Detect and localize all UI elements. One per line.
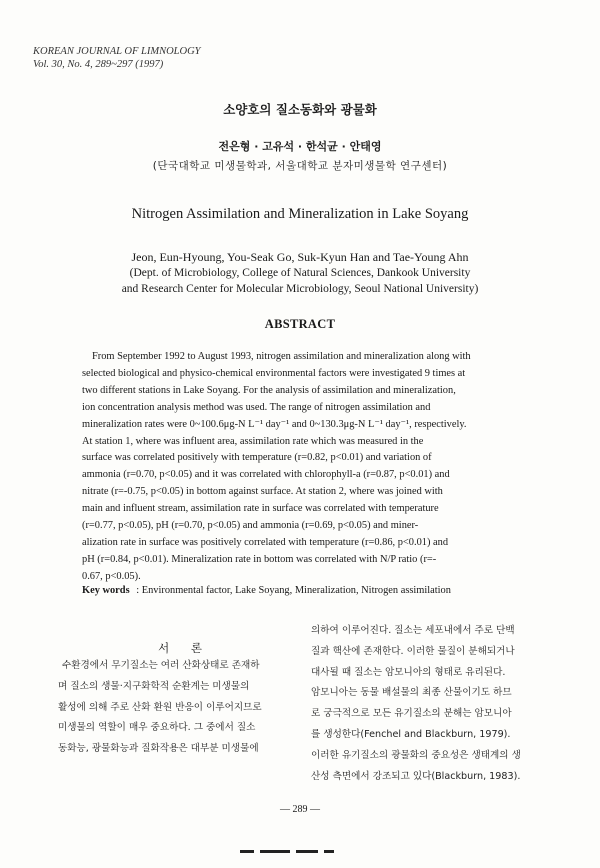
body-line: 며 질소의 생물·지구화학적 순환계는 미생물의 [58, 680, 250, 692]
keywords-separator: : [136, 585, 140, 596]
english-affiliation [0, 265, 600, 297]
abstract-line: two different stations in Lake Soyang. For the analysis of assimilation and mineralization, [82, 384, 456, 396]
affiliation-line: and Research Center for Molecular Microbiology, Seoul National University) [121, 283, 479, 295]
scan-mark [324, 850, 334, 853]
body-line: 를 생성한다(Fenchel and Blackburn, 1979). [311, 728, 511, 740]
abstract-line: selected biological and physico-chemical environmental factors were investigated 9 times at [82, 367, 466, 379]
scan-mark [296, 850, 318, 853]
scan-mark [240, 850, 254, 853]
journal-volume: Vol. 30, No. 4, 289~297 (1997) [33, 59, 164, 70]
abstract-line: surface was correlated positively with temperature (r=0.82, p<0.01) and variation of [82, 452, 432, 464]
english-authors: Jeon, Eun-Hyoung, You-Seak Go, Suk-Kyun Han and Tae-Young Ahn [131, 250, 469, 264]
body-line: 동화능, 광물화능과 질화작용은 대부분 미생물에 [58, 743, 259, 755]
abstract-line: pH (r=0.84, p<0.01). Mineralization rate in bottom was correlated with N/P ratio (r=- [82, 553, 437, 565]
abstract-line: mineralization rates were 0~100.6μg-N L⁻¹ day⁻¹ and 0~130.3μg-N L⁻¹ day⁻¹, respectively. [82, 418, 467, 430]
abstract-line: ion concentration analysis method was used. The range of nitrogen assimilation and [82, 401, 431, 413]
keywords-text: Environmental factor, Lake Soyang, Mineralization, Nitrogen assimilation [141, 585, 451, 596]
keywords [82, 585, 542, 596]
korean-authors: 전은형 · 고유석 · 한석균 · 안태영 [218, 140, 382, 153]
english-title: Nitrogen Assimilation and Mineralization in Lake Soyang [131, 206, 469, 222]
journal-name: KOREAN JOURNAL OF LIMNOLOGY [33, 46, 201, 57]
abstract-body [82, 349, 518, 586]
body-column-right [311, 621, 559, 787]
body-line: 의하여 이루어진다. 질소는 세포내에서 주로 단백 [311, 625, 515, 636]
scan-mark [260, 850, 290, 853]
keywords-label: Key words [82, 585, 130, 596]
body-line: 질과 핵산에 존재한다. 이러한 물질이 분해되거나 [311, 645, 515, 657]
journal-header [33, 45, 201, 71]
abstract-line: At station 1, where was influent area, assimilation rate which was measured in the [82, 435, 424, 447]
body-column-left [58, 656, 306, 760]
body-line: 산성 측면에서 강조되고 있다(Blackburn, 1983). [311, 770, 521, 782]
abstract-line: (r=0.77, p<0.05), pH (r=0.70, p<0.05) and ammonia (r=0.69, p<0.05) and miner- [82, 520, 419, 532]
scan-edge-marks [240, 850, 360, 855]
body-line: 미생물의 역할이 매우 중요하다. 그 중에서 질소 [58, 722, 256, 734]
abstract-heading: ABSTRACT [264, 317, 336, 331]
body-line: 암모니아는 동물 배설물의 최종 산물이기도 하므 [311, 687, 512, 699]
page-number: — 289 — [280, 804, 320, 815]
body-line: 활성에 의해 주로 산화 환원 반응이 이루어지므로 [58, 701, 262, 713]
abstract-line: From September 1992 to August 1993, nitrogen assimilation and mineralization along with [92, 351, 471, 362]
korean-affiliation: (단국대학교 미생물학과, 서울대학교 분자미생물학 연구센터) [152, 160, 448, 172]
body-line: 대사될 때 질소는 암모니아의 형태로 유리된다. [311, 666, 506, 678]
abstract-line: alization rate in surface was positively correlated with temperature (r=0.86, p<0.01) and [82, 536, 449, 548]
korean-title: 소양호의 질소동화와 광물화 [223, 102, 377, 117]
abstract-line: ammonia (r=0.70, p<0.05) and it was correlated with chlorophyll-a (r=0.87, p<0.01) and [82, 469, 450, 481]
section-heading-introduction: 서 론 [158, 641, 202, 655]
body-line: 수환경에서 무기질소는 여러 산화상태로 존재하 [62, 660, 260, 671]
abstract-line: 0.67, p<0.05). [82, 570, 141, 582]
body-line: 로 궁극적으로 모든 유기질소의 분해는 암모니아 [311, 708, 512, 720]
body-line: 이러한 유기질소의 광물화의 중요성은 생태계의 생 [311, 749, 521, 761]
abstract-line: nitrate (r=-0.75, p<0.05) in bottom against surface. At station 2, where was joined with [82, 486, 443, 498]
affiliation-line: (Dept. of Microbiology, College of Natural Sciences, Dankook University [129, 267, 471, 279]
abstract-line: main and influent stream, assimilation rate in surface was correlated with temperature [82, 503, 439, 515]
